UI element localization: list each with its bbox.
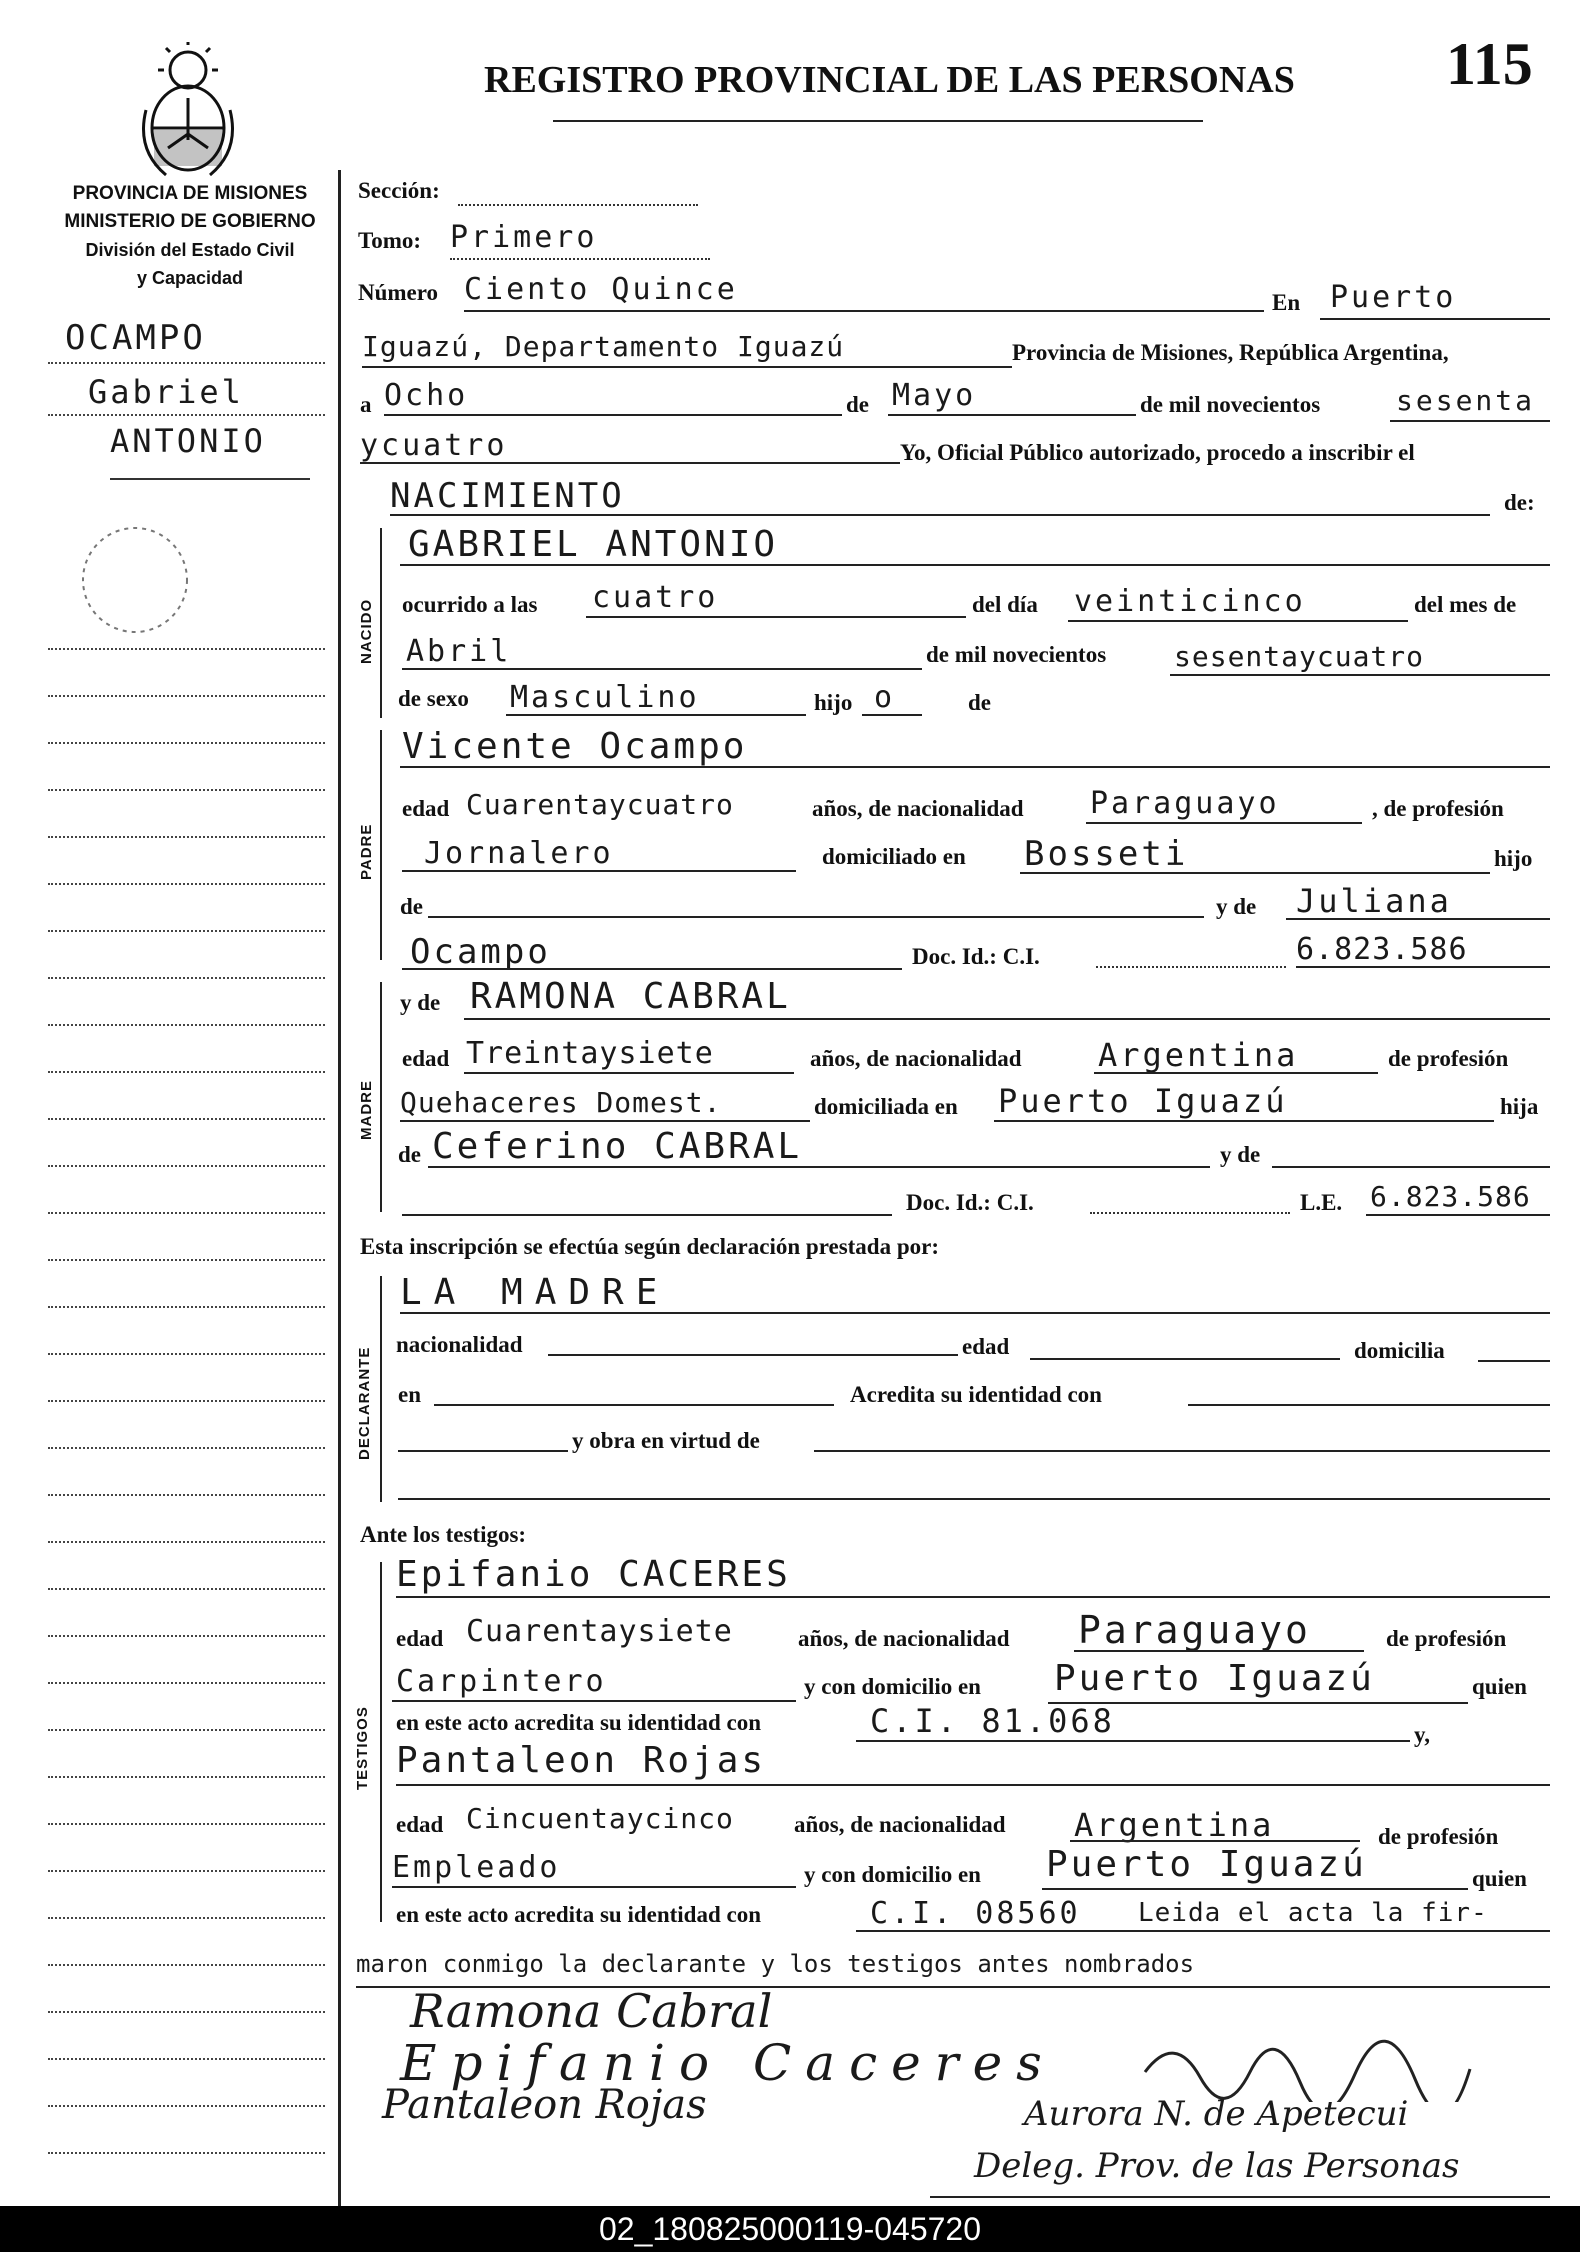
signature-scribble xyxy=(1140,2032,1480,2102)
page-title: REGISTRO PROVINCIAL DE LAS PERSONAS xyxy=(484,59,1295,101)
padre-mother-surname: Ocampo xyxy=(410,932,551,972)
declarante-en-label: en xyxy=(398,1382,421,1407)
de-colon-label: de: xyxy=(1504,490,1535,515)
testigo2-nac-line xyxy=(1070,1840,1360,1842)
testigo1-edad-label: edad xyxy=(396,1626,444,1651)
declarante-edad-line xyxy=(1030,1358,1340,1360)
testigos-side-label: TESTIGOS xyxy=(354,1706,371,1790)
madre-doc-label: Doc. Id.: C.I. xyxy=(906,1190,1034,1215)
margin-rule-line xyxy=(48,1071,325,1073)
ocurrido-label: ocurrido a las xyxy=(402,592,538,617)
month-born-value: Abril xyxy=(406,634,512,669)
footer-bar xyxy=(0,2206,1580,2252)
margin-rule-line xyxy=(48,930,325,932)
day-line xyxy=(384,414,842,416)
testigo2-prof-label: de profesión xyxy=(1378,1824,1499,1849)
declarante-edad-label: edad xyxy=(962,1334,1010,1359)
official-title-underline xyxy=(930,2196,1550,2198)
place-line xyxy=(362,366,1012,368)
margin-rule-line xyxy=(48,1729,325,1731)
madre-father-line xyxy=(428,1166,1210,1168)
act-line xyxy=(390,514,1490,516)
margin-line xyxy=(48,414,325,416)
padre-doc-line xyxy=(1096,966,1286,968)
hijo-value: o xyxy=(874,680,896,715)
testigo2-acred-label: en este acto acredita su identidad con xyxy=(396,1902,762,1927)
sexo-label: de sexo xyxy=(398,686,469,711)
margin-middlename: ANTONIO xyxy=(110,422,266,460)
margin-rule-line xyxy=(48,1635,325,1637)
padre-mother-surname-line xyxy=(402,968,902,970)
madre-anios-label: años, de nacionalidad xyxy=(810,1046,1022,1071)
padre-dom-line xyxy=(1020,872,1490,874)
margin-rule-line xyxy=(48,2105,325,2107)
madre-side-label: MADRE xyxy=(358,1080,375,1140)
padre-prof-label: , de profesión xyxy=(1372,796,1504,821)
padre-mother-line xyxy=(1286,918,1550,920)
margin-rule-line xyxy=(48,1447,325,1449)
testigo2-edad-value: Cincuentaycinco xyxy=(466,1802,734,1835)
testigo2-dom-line xyxy=(1042,1888,1468,1890)
margin-rule-line xyxy=(48,1964,325,1966)
madre-de-label: de xyxy=(398,1142,421,1167)
year-value-1: sesenta xyxy=(1396,384,1536,417)
madre-prof-line xyxy=(400,1120,810,1122)
testigo1-nac-line xyxy=(1074,1650,1364,1652)
padre-doc-label: Doc. Id.: C.I. xyxy=(912,944,1040,969)
madre-name: RAMONA CABRAL xyxy=(470,976,791,1017)
declarante-obra-fill-line xyxy=(398,1450,568,1452)
margin-rule-line xyxy=(48,1917,325,1919)
yo-label: Yo, Oficial Público autorizado, procedo a inscribir el xyxy=(900,440,1415,465)
sexo-value: Masculino xyxy=(510,680,700,715)
mil-born-label: de mil novecientos xyxy=(926,642,1107,667)
margin-firstname: Gabriel xyxy=(88,373,244,411)
madre-edad-line xyxy=(464,1072,794,1074)
sexo-line xyxy=(506,714,806,716)
testigo1-prof-label: de profesión xyxy=(1386,1626,1507,1651)
testigo2-doc-line xyxy=(856,1930,1550,1932)
ministry-label: MINISTERIO DE GOBIERNO xyxy=(64,211,316,232)
province-label: PROVINCIA DE MISIONES xyxy=(72,183,308,204)
margin-rule-line xyxy=(48,1494,325,1496)
testigo1-edad-value: Cuarentaysiete xyxy=(466,1614,733,1649)
year-line-2 xyxy=(360,462,900,464)
coat-of-arms-icon xyxy=(128,40,248,180)
numero-label: Número xyxy=(358,280,439,305)
declarante-extra-line xyxy=(398,1498,1550,1500)
margin-rule-line xyxy=(48,1212,325,1214)
margin-rule-line xyxy=(48,1823,325,1825)
declarante-obra-label: y obra en virtud de xyxy=(572,1428,760,1453)
official-title: Deleg. Prov. de las Personas xyxy=(974,2146,1460,2186)
declarante-intro: Esta inscripción se efectúa según declaración prestada por: xyxy=(360,1234,940,1259)
madre-yde-label: y de xyxy=(400,990,441,1015)
margin-rule-line xyxy=(48,1259,325,1261)
padre-name: Vicente Ocampo xyxy=(402,726,748,767)
declarante-acred-line xyxy=(1188,1404,1550,1406)
padre-yde-label: y de xyxy=(1216,894,1257,919)
declarante-bracket xyxy=(380,1276,382,1502)
testigo1-nac-value: Paraguayo xyxy=(1078,1608,1311,1652)
declarante-side-label: DECLARANTE xyxy=(356,1346,373,1460)
signature-ramona: Ramona Cabral xyxy=(410,1984,773,2038)
testigo1-anios-label: años, de nacionalidad xyxy=(798,1626,1010,1651)
madre-nac-value: Argentina xyxy=(1098,1036,1299,1074)
testigo1-y-label: y, xyxy=(1414,1722,1430,1747)
padre-anios-label: años, de nacionalidad xyxy=(812,796,1024,821)
province-text: Provincia de Misiones, República Argentina, xyxy=(1012,340,1449,365)
padre-nac-line xyxy=(1086,822,1362,824)
padre-bracket xyxy=(380,730,382,960)
testigo2-dom-label: y con domicilio en xyxy=(804,1862,981,1887)
declarante-dom-line xyxy=(1478,1360,1550,1362)
month-line xyxy=(888,414,1136,416)
padre-doc-value: 6.823.586 xyxy=(1296,932,1468,967)
margin-rule-line xyxy=(48,742,325,744)
margin-rule-line xyxy=(48,1541,325,1543)
declarante-en-line xyxy=(434,1404,834,1406)
column-divider xyxy=(338,170,341,2210)
madre-doc-line xyxy=(1090,1212,1290,1214)
en-value: Puerto xyxy=(1330,280,1457,315)
madre-name-line xyxy=(464,1018,1550,1020)
madre-dom-line xyxy=(994,1120,1494,1122)
padre-prof-value: Jornalero xyxy=(424,836,614,871)
testigo2-name-line xyxy=(396,1784,1550,1786)
margin-rule-line xyxy=(48,1165,325,1167)
testigo2-quien-label: quien xyxy=(1472,1866,1527,1891)
testigo2-name: Pantaleon Rojas xyxy=(396,1740,767,1781)
hijo-line xyxy=(862,714,922,716)
padre-edad-label: edad xyxy=(402,796,450,821)
testigos-intro: Ante los testigos: xyxy=(360,1522,527,1547)
padre-nac-value: Paraguayo xyxy=(1090,786,1280,821)
testigo1-dom-value: Puerto Iguazú xyxy=(1054,1658,1375,1699)
header-rule xyxy=(553,120,1203,122)
margin-rule-line xyxy=(48,1682,325,1684)
month-born-line xyxy=(402,668,922,670)
testigos-bracket xyxy=(380,1562,382,1922)
madre-dom-label: domiciliada en xyxy=(814,1094,958,1119)
margin-rule-line xyxy=(48,1870,325,1872)
stamp-icon xyxy=(60,520,210,640)
madre-doc-fill-line xyxy=(402,1214,892,1216)
padre-dom-value: Bosseti xyxy=(1024,834,1189,874)
margin-rule-line xyxy=(48,977,325,979)
testigo1-prof-line xyxy=(392,1700,796,1702)
closing-line-1: Leida el acta la fir- xyxy=(1138,1898,1488,1928)
testigo1-dom-label: y con domicilio en xyxy=(804,1674,981,1699)
declarante-obra-line xyxy=(814,1450,1550,1452)
de-label: de xyxy=(846,392,869,417)
en-label: En xyxy=(1272,290,1301,315)
hour-line xyxy=(586,616,966,618)
tomo-label: Tomo: xyxy=(358,228,422,253)
place-value: Iguazú, Departamento Iguazú xyxy=(362,330,845,363)
testigo1-name: Epifanio CACERES xyxy=(396,1554,791,1595)
signature-epifanio: Epifanio Caceres xyxy=(400,2034,1056,2092)
testigo2-nac-value: Argentina xyxy=(1074,1806,1275,1844)
declarante-name-line xyxy=(400,1312,1550,1314)
margin-rule-line xyxy=(48,2152,325,2154)
signature-pantaleon: Pantaleon Rojas xyxy=(382,2082,707,2128)
testigo1-name-line xyxy=(396,1596,1550,1598)
nacido-bracket xyxy=(380,528,382,718)
nacido-name: GABRIEL ANTONIO xyxy=(408,524,779,565)
madre-mother-line xyxy=(1272,1166,1550,1168)
day-value: Ocho xyxy=(384,378,469,413)
declarante-nac-line xyxy=(548,1354,958,1356)
capacity-label: y Capacidad xyxy=(136,268,244,288)
tomo-value: Primero xyxy=(450,220,598,255)
madre-le-line xyxy=(1366,1214,1550,1216)
declarante-acred-label: Acredita su identidad con xyxy=(850,1382,1102,1407)
madre-yde2-label: y de xyxy=(1220,1142,1261,1167)
margin-rule-line xyxy=(48,1588,325,1590)
madre-prof-value: Quehaceres Domest. xyxy=(400,1086,722,1119)
mil-label: de mil novecientos xyxy=(1140,392,1321,417)
margin-rule-line xyxy=(48,695,325,697)
tomo-line xyxy=(450,258,710,260)
hour-value: cuatro xyxy=(592,580,719,615)
nacido-name-line xyxy=(400,564,1550,566)
declarante-dom-label: domicilia xyxy=(1354,1338,1445,1363)
hijo-label: hijo xyxy=(814,690,853,715)
testigo1-quien-label: quien xyxy=(1472,1674,1527,1699)
margin-surname: OCAMPO xyxy=(65,318,206,358)
padre-edad-value: Cuarentaycuatro xyxy=(466,788,734,821)
year-line-1 xyxy=(1390,420,1550,422)
closing-line-2: maron conmigo la declarante y los testigos antes nombrados xyxy=(356,1950,1195,1978)
testigo1-acred-label: en este acto acredita su identidad con xyxy=(396,1710,762,1735)
month-value: Mayo xyxy=(892,378,977,413)
margin-line xyxy=(48,362,325,364)
margin-rule-line xyxy=(48,789,325,791)
a-label: a xyxy=(360,392,372,417)
testigo2-dom-value: Puerto Iguazú xyxy=(1046,1844,1367,1885)
testigo2-prof-value: Empleado xyxy=(392,1850,561,1885)
numero-line xyxy=(464,310,1264,312)
mes-label: del mes de xyxy=(1414,592,1517,617)
margin-rule-line xyxy=(48,1776,325,1778)
margin-rule-line xyxy=(48,1306,325,1308)
madre-nac-line xyxy=(1094,1072,1378,1074)
nacido-side-label: NACIDO xyxy=(358,598,375,664)
madre-le-label: L.E. xyxy=(1300,1190,1343,1215)
signature-official: Aurora N. de Apetecui xyxy=(1024,2094,1409,2134)
madre-prof-label: de profesión xyxy=(1388,1046,1509,1071)
margin-rule-line xyxy=(48,2011,325,2013)
year-born-value: sesentaycuatro xyxy=(1174,640,1425,673)
nacido-de-label: de xyxy=(968,690,991,715)
day-born-line xyxy=(1068,620,1408,622)
margin-underline xyxy=(110,478,310,480)
declarante-nac-label: nacionalidad xyxy=(396,1332,523,1357)
division-label: División del Estado Civil xyxy=(85,240,295,260)
seccion-label: Sección: xyxy=(358,178,440,203)
padre-de-line xyxy=(428,916,1204,918)
margin-rule-line xyxy=(48,1353,325,1355)
dia-label: del día xyxy=(972,592,1038,617)
madre-edad-label: edad xyxy=(402,1046,450,1071)
padre-mother-value: Juliana xyxy=(1296,882,1452,920)
year-value-2: ycuatro xyxy=(360,428,508,463)
act-value: NACIMIENTO xyxy=(390,476,625,516)
margin-rule-line xyxy=(48,1400,325,1402)
padre-dom-label: domiciliado en xyxy=(822,844,966,869)
testigo2-anios-label: años, de nacionalidad xyxy=(794,1812,1006,1837)
madre-dom-value: Puerto Iguazú xyxy=(998,1082,1288,1120)
testigo1-doc-line xyxy=(856,1740,1410,1742)
madre-hija-label: hija xyxy=(1500,1094,1539,1119)
declarante-name: LA MADRE xyxy=(400,1272,670,1313)
padre-doc-value-line xyxy=(1296,966,1550,968)
padre-name-line xyxy=(400,766,1550,768)
madre-bracket xyxy=(380,982,382,1212)
numero-value: Ciento Quince xyxy=(464,272,738,307)
padre-hijo-label: hijo xyxy=(1494,846,1533,871)
folio-number: 115 xyxy=(1446,31,1533,97)
margin-rule-line xyxy=(48,2058,325,2060)
margin-rule-line xyxy=(48,883,325,885)
margin-rule-line xyxy=(48,648,325,650)
padre-prof-line xyxy=(402,870,796,872)
testigo2-doc-value: C.I. 08560 xyxy=(870,1896,1081,1931)
testigo2-prof-line xyxy=(392,1886,796,1888)
day-born-value: veinticinco xyxy=(1074,584,1306,619)
testigo1-prof-value: Carpintero xyxy=(396,1664,607,1699)
margin-rule-line xyxy=(48,836,325,838)
year-born-line xyxy=(1170,674,1550,676)
madre-father-value: Ceferino CABRAL xyxy=(432,1126,803,1167)
testigo2-edad-label: edad xyxy=(396,1812,444,1837)
testigo1-doc-value: C.I. 81.068 xyxy=(870,1702,1115,1740)
province-heading xyxy=(40,180,340,292)
en-line xyxy=(1320,318,1550,320)
footer-code: 02_180825000119-045720 xyxy=(598,2211,981,2247)
seccion-line xyxy=(458,204,698,206)
margin-rule-line xyxy=(48,1024,325,1026)
madre-edad-value: Treintaysiete xyxy=(466,1036,714,1071)
padre-de-label: de xyxy=(400,894,423,919)
madre-le-value: 6.823.586 xyxy=(1370,1180,1531,1213)
padre-side-label: PADRE xyxy=(358,823,375,880)
margin-rule-line xyxy=(48,1118,325,1120)
